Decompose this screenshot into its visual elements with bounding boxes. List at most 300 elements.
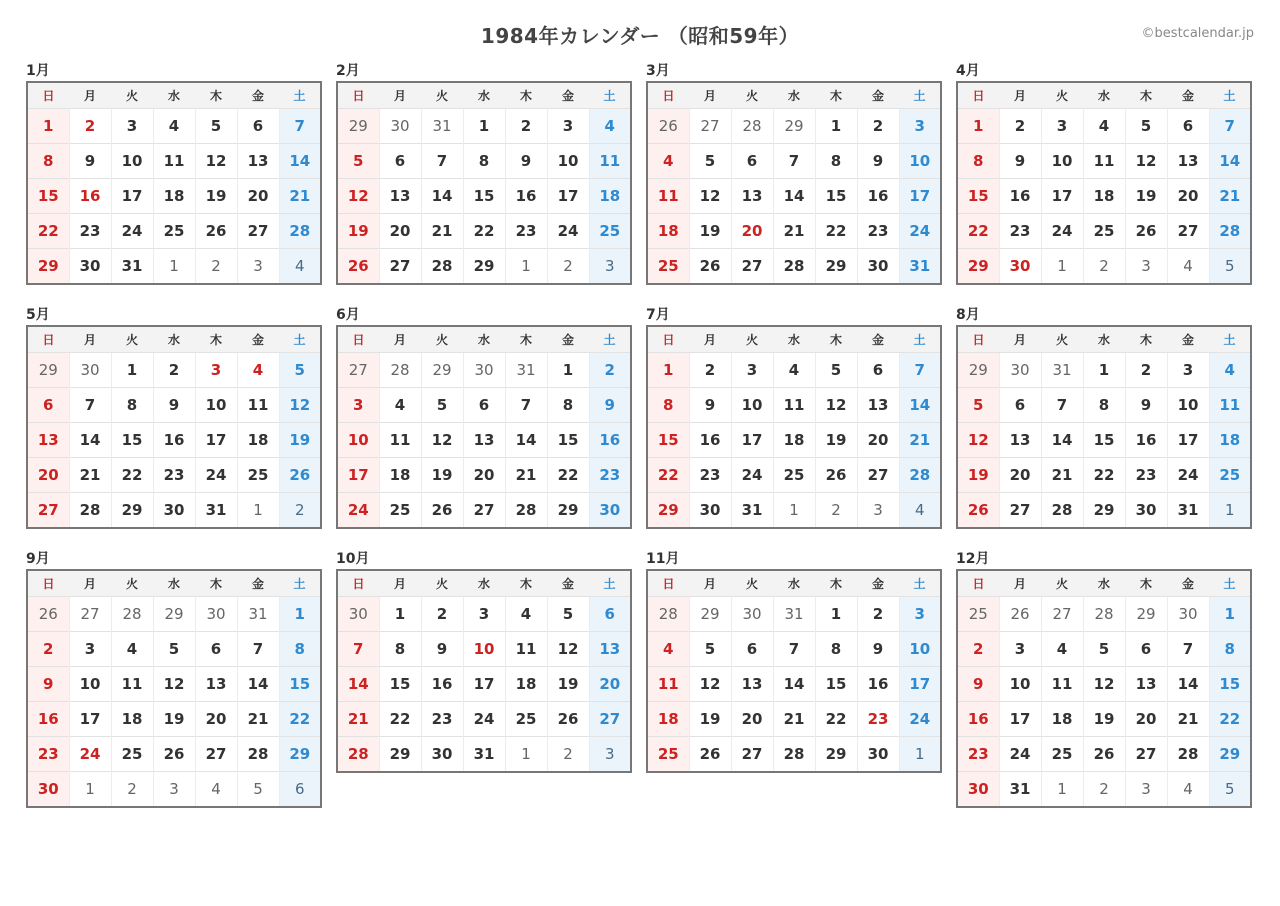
month-table [956,325,1252,529]
day-cell: 30 [957,772,999,808]
day-cell: 24 [337,493,379,529]
weekday-header: 金 [547,82,589,109]
day-cell: 21 [1209,179,1251,214]
adjacent-month-day-cell: 2 [1083,772,1125,808]
adjacent-month-day-cell: 25 [957,597,999,632]
weekday-header: 月 [689,82,731,109]
adjacent-month-day-cell: 30 [463,353,505,388]
day-cell: 21 [505,458,547,493]
weekday-header: 水 [463,570,505,597]
day-cell: 7 [337,632,379,667]
day-cell: 2 [857,597,899,632]
day-cell: 24 [899,214,941,249]
day-cell: 28 [279,214,321,249]
weekday-header: 月 [69,82,111,109]
day-cell: 28 [337,737,379,773]
weekday-header: 金 [857,82,899,109]
day-cell: 15 [547,423,589,458]
day-cell: 19 [689,702,731,737]
weekday-header: 火 [731,82,773,109]
day-cell: 6 [1125,632,1167,667]
week-row [647,597,941,632]
weekday-header: 月 [379,570,421,597]
month-calendar [336,549,632,773]
day-cell: 19 [957,458,999,493]
day-cell: 19 [279,423,321,458]
weekday-header-row [337,82,631,109]
day-cell: 11 [1083,144,1125,179]
weekday-header: 木 [505,82,547,109]
day-cell: 9 [27,667,69,702]
week-row [27,702,321,737]
day-cell: 10 [999,667,1041,702]
week-row [337,388,631,423]
weekday-header-row [337,570,631,597]
week-row [27,179,321,214]
adjacent-month-day-cell: 5 [237,772,279,808]
adjacent-month-day-cell: 5 [1209,772,1251,808]
weekday-header: 土 [1209,82,1251,109]
week-row [647,388,941,423]
weekday-header-row [957,570,1251,597]
day-cell: 21 [899,423,941,458]
adjacent-month-day-cell: 2 [279,493,321,529]
adjacent-month-day-cell: 26 [27,597,69,632]
weekday-header: 金 [237,570,279,597]
week-row [957,632,1251,667]
day-cell: 10 [337,423,379,458]
week-row [647,458,941,493]
day-cell: 22 [647,458,689,493]
adjacent-month-day-cell: 26 [999,597,1041,632]
day-cell: 4 [237,353,279,388]
day-cell: 29 [815,249,857,285]
day-cell: 19 [1083,702,1125,737]
weekday-header-row [27,570,321,597]
day-cell: 29 [815,737,857,773]
month-label: 12月 [956,551,990,567]
weekday-header-row [957,326,1251,353]
day-cell: 3 [1167,353,1209,388]
day-cell: 14 [69,423,111,458]
day-cell: 2 [27,632,69,667]
day-cell: 23 [999,214,1041,249]
weekday-header: 木 [815,570,857,597]
adjacent-month-day-cell: 3 [589,249,631,285]
day-cell: 9 [857,632,899,667]
day-cell: 3 [195,353,237,388]
day-cell: 6 [379,144,421,179]
day-cell: 30 [1125,493,1167,529]
day-cell: 27 [27,493,69,529]
weekday-header: 木 [195,570,237,597]
day-cell: 21 [69,458,111,493]
day-cell: 3 [1041,109,1083,144]
adjacent-month-day-cell: 29 [773,109,815,144]
day-cell: 10 [899,144,941,179]
week-row [337,249,631,285]
weekday-header: 火 [111,326,153,353]
day-cell: 2 [505,109,547,144]
weekday-header: 日 [647,326,689,353]
day-cell: 8 [547,388,589,423]
adjacent-month-day-cell: 1 [505,737,547,773]
week-row [27,493,321,529]
day-cell: 29 [1209,737,1251,772]
day-cell: 14 [1041,423,1083,458]
day-cell: 13 [27,423,69,458]
weekday-header: 火 [111,570,153,597]
day-cell: 22 [1083,458,1125,493]
day-cell: 30 [857,249,899,285]
day-cell: 19 [421,458,463,493]
adjacent-month-day-cell: 2 [815,493,857,529]
week-row [27,388,321,423]
adjacent-month-day-cell: 1 [237,493,279,529]
day-cell: 9 [999,144,1041,179]
month-calendar [336,61,632,285]
adjacent-month-day-cell: 27 [1041,597,1083,632]
week-row [957,423,1251,458]
page-title: 1984年カレンダー （昭和59年） [480,24,800,48]
day-cell: 8 [111,388,153,423]
day-cell: 26 [547,702,589,737]
adjacent-month-day-cell: 4 [279,249,321,285]
day-cell: 4 [1083,109,1125,144]
week-row [337,144,631,179]
day-cell: 27 [999,493,1041,529]
weekday-header-row [957,82,1251,109]
day-cell: 31 [111,249,153,285]
week-row [957,458,1251,493]
weekday-header: 水 [1083,82,1125,109]
day-cell: 11 [1209,388,1251,423]
day-cell: 19 [547,667,589,702]
adjacent-month-day-cell: 28 [1083,597,1125,632]
month-calendar [26,61,322,285]
day-cell: 2 [1125,353,1167,388]
day-cell: 10 [195,388,237,423]
day-cell: 18 [773,423,815,458]
day-cell: 20 [463,458,505,493]
week-row [27,667,321,702]
day-cell: 21 [279,179,321,214]
day-cell: 17 [195,423,237,458]
week-row [337,632,631,667]
day-cell: 26 [957,493,999,529]
day-cell: 4 [379,388,421,423]
weekday-header: 土 [1209,570,1251,597]
day-cell: 23 [421,702,463,737]
day-cell: 8 [647,388,689,423]
week-row [957,249,1251,285]
day-cell: 19 [153,702,195,737]
month-label: 9月 [26,551,50,567]
day-cell: 29 [111,493,153,529]
weekday-header: 火 [731,326,773,353]
adjacent-month-day-cell: 6 [279,772,321,808]
month-calendar [646,61,942,285]
week-row [647,632,941,667]
weekday-header: 火 [1041,570,1083,597]
day-cell: 28 [237,737,279,772]
day-cell: 7 [773,144,815,179]
day-cell: 26 [1125,214,1167,249]
day-cell: 6 [999,388,1041,423]
day-cell: 30 [689,493,731,529]
day-cell: 6 [589,597,631,632]
weekday-header: 土 [899,82,941,109]
day-cell: 28 [1167,737,1209,772]
day-cell: 26 [337,249,379,285]
adjacent-month-day-cell: 1 [1041,249,1083,285]
weekday-header: 水 [1083,570,1125,597]
day-cell: 3 [463,597,505,632]
day-cell: 8 [815,632,857,667]
day-cell: 18 [1209,423,1251,458]
month-calendar [956,61,1252,285]
day-cell: 4 [589,109,631,144]
day-cell: 15 [463,179,505,214]
day-cell: 20 [195,702,237,737]
day-cell: 20 [27,458,69,493]
week-row [647,667,941,702]
day-cell: 11 [153,144,195,179]
weekday-header: 木 [505,570,547,597]
day-cell: 16 [999,179,1041,214]
day-cell: 21 [773,702,815,737]
day-cell: 18 [237,423,279,458]
day-cell: 12 [547,632,589,667]
week-row [647,144,941,179]
week-row [647,214,941,249]
day-cell: 10 [899,632,941,667]
day-cell: 2 [153,353,195,388]
day-cell: 13 [1167,144,1209,179]
day-cell: 14 [505,423,547,458]
weekday-header: 火 [731,570,773,597]
day-cell: 18 [647,702,689,737]
month-table [956,569,1252,808]
day-cell: 25 [647,737,689,773]
weekday-header: 土 [589,326,631,353]
adjacent-month-day-cell: 31 [773,597,815,632]
week-row [337,458,631,493]
day-cell: 12 [279,388,321,423]
adjacent-month-day-cell: 26 [647,109,689,144]
day-cell: 29 [647,493,689,529]
day-cell: 25 [505,702,547,737]
day-cell: 7 [899,353,941,388]
day-cell: 3 [731,353,773,388]
day-cell: 1 [1083,353,1125,388]
day-cell: 29 [27,249,69,285]
day-cell: 18 [1041,702,1083,737]
day-cell: 22 [27,214,69,249]
adjacent-month-day-cell: 29 [421,353,463,388]
day-cell: 7 [237,632,279,667]
day-cell: 7 [279,109,321,144]
weekday-header: 金 [547,326,589,353]
weekday-header: 月 [999,570,1041,597]
day-cell: 11 [379,423,421,458]
day-cell: 14 [773,667,815,702]
day-cell: 9 [589,388,631,423]
day-cell: 25 [237,458,279,493]
day-cell: 27 [237,214,279,249]
day-cell: 24 [1167,458,1209,493]
day-cell: 13 [463,423,505,458]
day-cell: 12 [337,179,379,214]
day-cell: 11 [505,632,547,667]
day-cell: 12 [957,423,999,458]
day-cell: 15 [27,179,69,214]
month-label: 8月 [956,307,980,323]
day-cell: 6 [27,388,69,423]
day-cell: 22 [815,702,857,737]
day-cell: 4 [773,353,815,388]
day-cell: 24 [547,214,589,249]
weekday-header: 火 [1041,326,1083,353]
week-row [647,423,941,458]
month-label: 2月 [336,63,360,79]
weekday-header: 金 [857,326,899,353]
day-cell: 22 [463,214,505,249]
day-cell: 7 [1167,632,1209,667]
day-cell: 8 [957,144,999,179]
day-cell: 12 [689,179,731,214]
week-row [647,737,941,773]
weekday-header: 土 [279,326,321,353]
day-cell: 26 [421,493,463,529]
week-row [337,109,631,144]
month-label: 4月 [956,63,980,79]
day-cell: 16 [689,423,731,458]
day-cell: 16 [857,179,899,214]
day-cell: 1 [379,597,421,632]
day-cell: 6 [195,632,237,667]
weekday-header: 金 [1167,570,1209,597]
day-cell: 21 [1041,458,1083,493]
week-row [27,144,321,179]
day-cell: 4 [505,597,547,632]
week-row [337,597,631,632]
day-cell: 14 [237,667,279,702]
day-cell: 25 [1209,458,1251,493]
day-cell: 28 [69,493,111,529]
adjacent-month-day-cell: 30 [731,597,773,632]
weekday-header: 水 [773,326,815,353]
weekday-header: 日 [957,326,999,353]
day-cell: 26 [815,458,857,493]
day-cell: 29 [463,249,505,285]
day-cell: 18 [153,179,195,214]
day-cell: 8 [1083,388,1125,423]
day-cell: 25 [1083,214,1125,249]
day-cell: 15 [379,667,421,702]
day-cell: 25 [647,249,689,285]
week-row [647,109,941,144]
day-cell: 17 [463,667,505,702]
day-cell: 7 [505,388,547,423]
day-cell: 3 [899,597,941,632]
week-row [957,702,1251,737]
day-cell: 27 [589,702,631,737]
weekday-header: 火 [421,82,463,109]
day-cell: 12 [195,144,237,179]
adjacent-month-day-cell: 29 [337,109,379,144]
day-cell: 5 [815,353,857,388]
weekday-header: 月 [999,82,1041,109]
day-cell: 24 [899,702,941,737]
month-calendar [646,305,942,529]
month-calendar [956,305,1252,529]
day-cell: 9 [857,144,899,179]
day-cell: 3 [69,632,111,667]
day-cell: 26 [153,737,195,772]
day-cell: 15 [279,667,321,702]
day-cell: 26 [279,458,321,493]
weekday-header: 金 [237,326,279,353]
day-cell: 22 [815,214,857,249]
day-cell: 7 [773,632,815,667]
day-cell: 27 [195,737,237,772]
day-cell: 11 [1041,667,1083,702]
week-row [27,597,321,632]
day-cell: 31 [731,493,773,529]
day-cell: 9 [689,388,731,423]
day-cell: 4 [111,632,153,667]
weekday-header: 土 [899,326,941,353]
day-cell: 12 [1083,667,1125,702]
day-cell: 22 [111,458,153,493]
weekday-header: 火 [421,570,463,597]
day-cell: 3 [547,109,589,144]
day-cell: 23 [69,214,111,249]
day-cell: 17 [999,702,1041,737]
week-row [957,772,1251,808]
day-cell: 16 [857,667,899,702]
month-table [336,569,632,773]
day-cell: 8 [1209,632,1251,667]
adjacent-month-day-cell: 2 [547,737,589,773]
day-cell: 28 [1041,493,1083,529]
day-cell: 22 [957,214,999,249]
day-cell: 17 [1041,179,1083,214]
day-cell: 25 [589,214,631,249]
weekday-header-row [647,326,941,353]
adjacent-month-day-cell: 29 [153,597,195,632]
adjacent-month-day-cell: 4 [899,493,941,529]
site-credit[interactable]: ©bestcalendar.jp [1141,26,1254,41]
month-label: 11月 [646,551,680,567]
day-cell: 10 [547,144,589,179]
week-row [337,214,631,249]
day-cell: 30 [153,493,195,529]
day-cell: 27 [463,493,505,529]
weekday-header-row [27,326,321,353]
adjacent-month-day-cell: 5 [1209,249,1251,285]
day-cell: 11 [589,144,631,179]
day-cell: 24 [111,214,153,249]
day-cell: 16 [421,667,463,702]
day-cell: 27 [1125,737,1167,772]
day-cell: 19 [689,214,731,249]
weekday-header-row [27,82,321,109]
day-cell: 7 [1041,388,1083,423]
weekday-header: 土 [279,82,321,109]
day-cell: 28 [773,249,815,285]
